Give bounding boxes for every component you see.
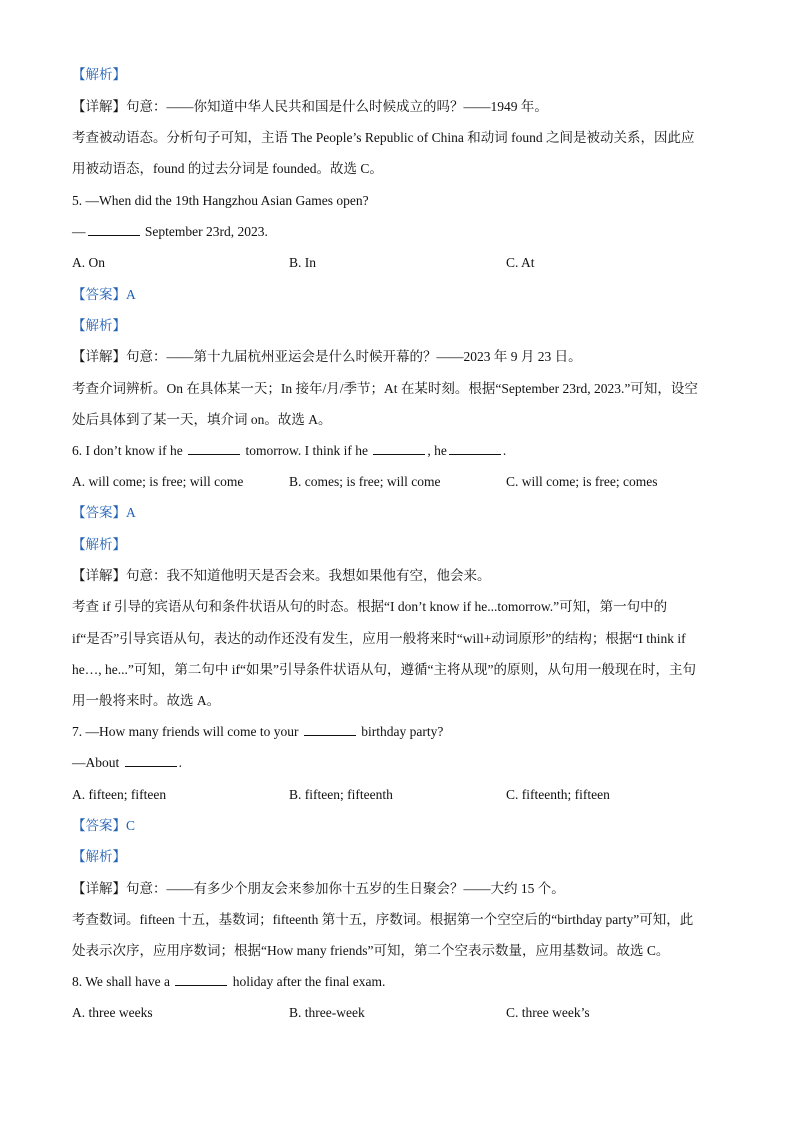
blank [304, 723, 356, 736]
option-b: B. three-week [289, 1005, 365, 1020]
blank [373, 442, 425, 455]
analysis-tag: 【解析】 [72, 537, 126, 552]
blank [88, 223, 140, 236]
option-b: B. fifteen; fifteenth [289, 787, 393, 802]
answer-tag: 【答案】A [72, 505, 136, 520]
question-6 [72, 441, 724, 461]
option-b: B. In [289, 255, 316, 270]
text: tomorrow. I think if he [242, 443, 368, 458]
blank [125, 754, 177, 767]
dash: — [72, 224, 86, 239]
text: birthday party? [357, 724, 444, 739]
text: holiday after the final exam. [229, 974, 386, 989]
analysis-tag: 【解析】 [72, 318, 126, 333]
explanation-line: 考查被动语态。分析句子可知，主语 The People’s Republic of China 和动词 found 之间是被动关系，因此应 [72, 130, 695, 145]
question-7 [72, 722, 724, 742]
text: , he [427, 443, 447, 458]
question-7-answer-line [72, 753, 724, 773]
explanation-line: if“是否”引导宾语从句，表达的动作还没有发生，应用一般将来时“will+动词原形”的结构；根据“I think if [72, 631, 686, 646]
analysis-tag: 【解析】 [72, 67, 126, 82]
detail-line: 【详解】句意：——你知道中华人民共和国是什么时候成立的吗？——1949 年。 [72, 99, 548, 114]
answer-tag: 【答案】A [72, 287, 136, 302]
analysis-tag: 【解析】 [72, 849, 126, 864]
text: September 23rd, 2023. [141, 224, 268, 239]
option-a: A. fifteen; fifteen [72, 787, 167, 802]
explanation-line: 用一般将来时。故选 A。 [72, 693, 221, 708]
explanation-line: 处表示次序，应用序数词；根据“How many friends”可知，第二个空表示数量，应用基数词。故选 C。 [72, 943, 670, 958]
option-c: C. three week’s [506, 1005, 590, 1020]
text: . [502, 443, 507, 458]
question-5: 5. —When did the 19th Hangzhou Asian Games open? [72, 193, 369, 208]
text: 7. —How many friends will come to your [72, 724, 299, 739]
text: . [178, 755, 182, 770]
option-a: A. will come; is free; will come [72, 474, 244, 489]
explanation-line: 考查 if 引导的宾语从句和条件状语从句的时态。根据“I don’t know if he...tomorrow.”可知，第一句中的 [72, 599, 668, 614]
detail-line: 【详解】句意：——第十九届杭州亚运会是什么时候开幕的？——2023 年 9 月 23 日。 [72, 349, 582, 364]
text: 6. I don’t know if he [72, 443, 183, 458]
explanation-line: he…, he...”可知，第二句中 if“如果”引导条件状语从句，遵循“主将从现”的原则，从句用一般现在时，主句 [72, 662, 696, 677]
answer-tag: 【答案】C [72, 818, 136, 833]
explanation-line: 处后具体到了某一天，填介词 on。故选 A。 [72, 412, 332, 427]
text: —About [72, 755, 120, 770]
option-c: C. fifteenth; fifteen [506, 787, 610, 802]
option-a: A. On [72, 255, 105, 270]
blank [188, 442, 240, 455]
option-a: A. three weeks [72, 1005, 153, 1020]
explanation-line: 用被动语态，found 的过去分词是 founded。故选 C。 [72, 161, 383, 176]
explanation-line: 考查介词辨析。On 在具体某一天；In 接年/月/季节；At 在某时刻。根据“September 23rd, 2023.”可知，设空 [72, 381, 698, 396]
question-5-answer-line [72, 222, 724, 242]
detail-line: 【详解】句意：——有多少个朋友会来参加你十五岁的生日聚会？——大约 15 个。 [72, 881, 565, 896]
text: 8. We shall have a [72, 974, 171, 989]
blank [449, 442, 501, 455]
explanation-line: 考查数词。fifteen 十五，基数词；fifteenth 第十五，序数词。根据第一个空空后的“birthday party”可知，此 [72, 912, 694, 927]
option-b: B. comes; is free; will come [289, 474, 441, 489]
detail-line: 【详解】句意：我不知道他明天是否会来。我想如果他有空，他会来。 [72, 568, 491, 583]
question-8 [72, 972, 724, 992]
option-c: C. At [506, 255, 535, 270]
blank [175, 973, 227, 986]
option-c: C. will come; is free; comes [506, 474, 658, 489]
